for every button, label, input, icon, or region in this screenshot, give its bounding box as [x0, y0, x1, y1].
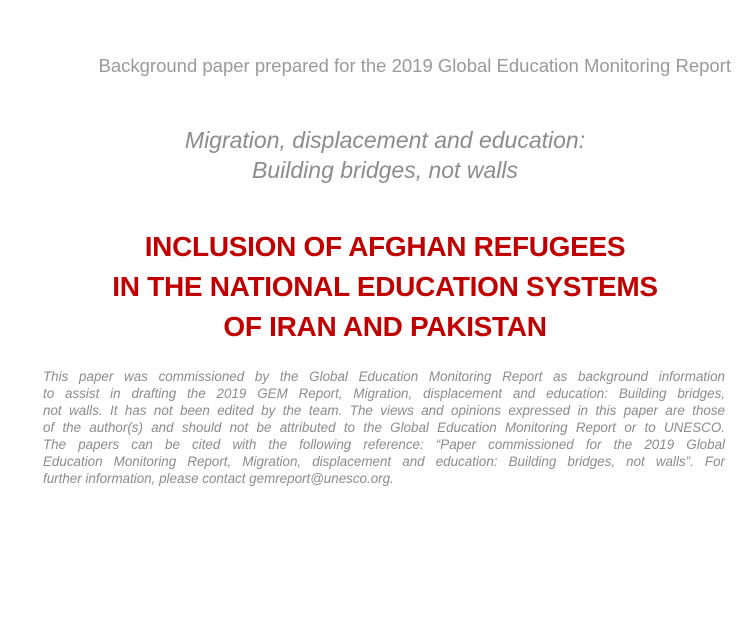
- paper-title-line-1: INCLUSION OF AFGHAN REFUGEES: [144, 231, 626, 262]
- disclaimer-line: further information, please contact gemreport@unesco.org.: [43, 471, 394, 486]
- subtitle-line-2: Building bridges, not walls: [252, 157, 518, 183]
- disclaimer-line: Education Monitoring Report, Migration, displacement and education: Building bridges, not walls”. For: [43, 454, 725, 469]
- subtitle-line-1: Migration, displacement and education:: [184, 127, 586, 153]
- paper-title-line-3: OF IRAN AND PAKISTAN: [223, 311, 547, 342]
- disclaimer-paragraph: [43, 368, 725, 487]
- disclaimer-line: of the author(s) and should not be attributed to the Global Education Monitoring Report or to UNESCO.: [43, 420, 725, 435]
- disclaimer-line: not walls. It has not been edited by the team. The views and opinions expressed in this paper are those: [43, 403, 725, 418]
- report-header: Background paper prepared for the 2019 Global Education Monitoring Report: [98, 55, 731, 76]
- disclaimer-line: This paper was commissioned by the Global Education Monitoring Report as background information: [43, 369, 725, 384]
- disclaimer-line: The papers can be cited with the following reference: “Paper commissioned for the 2019 Global: [43, 437, 725, 452]
- paper-title-line-2: IN THE NATIONAL EDUCATION SYSTEMS: [112, 271, 658, 302]
- disclaimer-line: to assist in drafting the 2019 GEM Report, Migration, displacement and education: Building bridges,: [43, 386, 725, 401]
